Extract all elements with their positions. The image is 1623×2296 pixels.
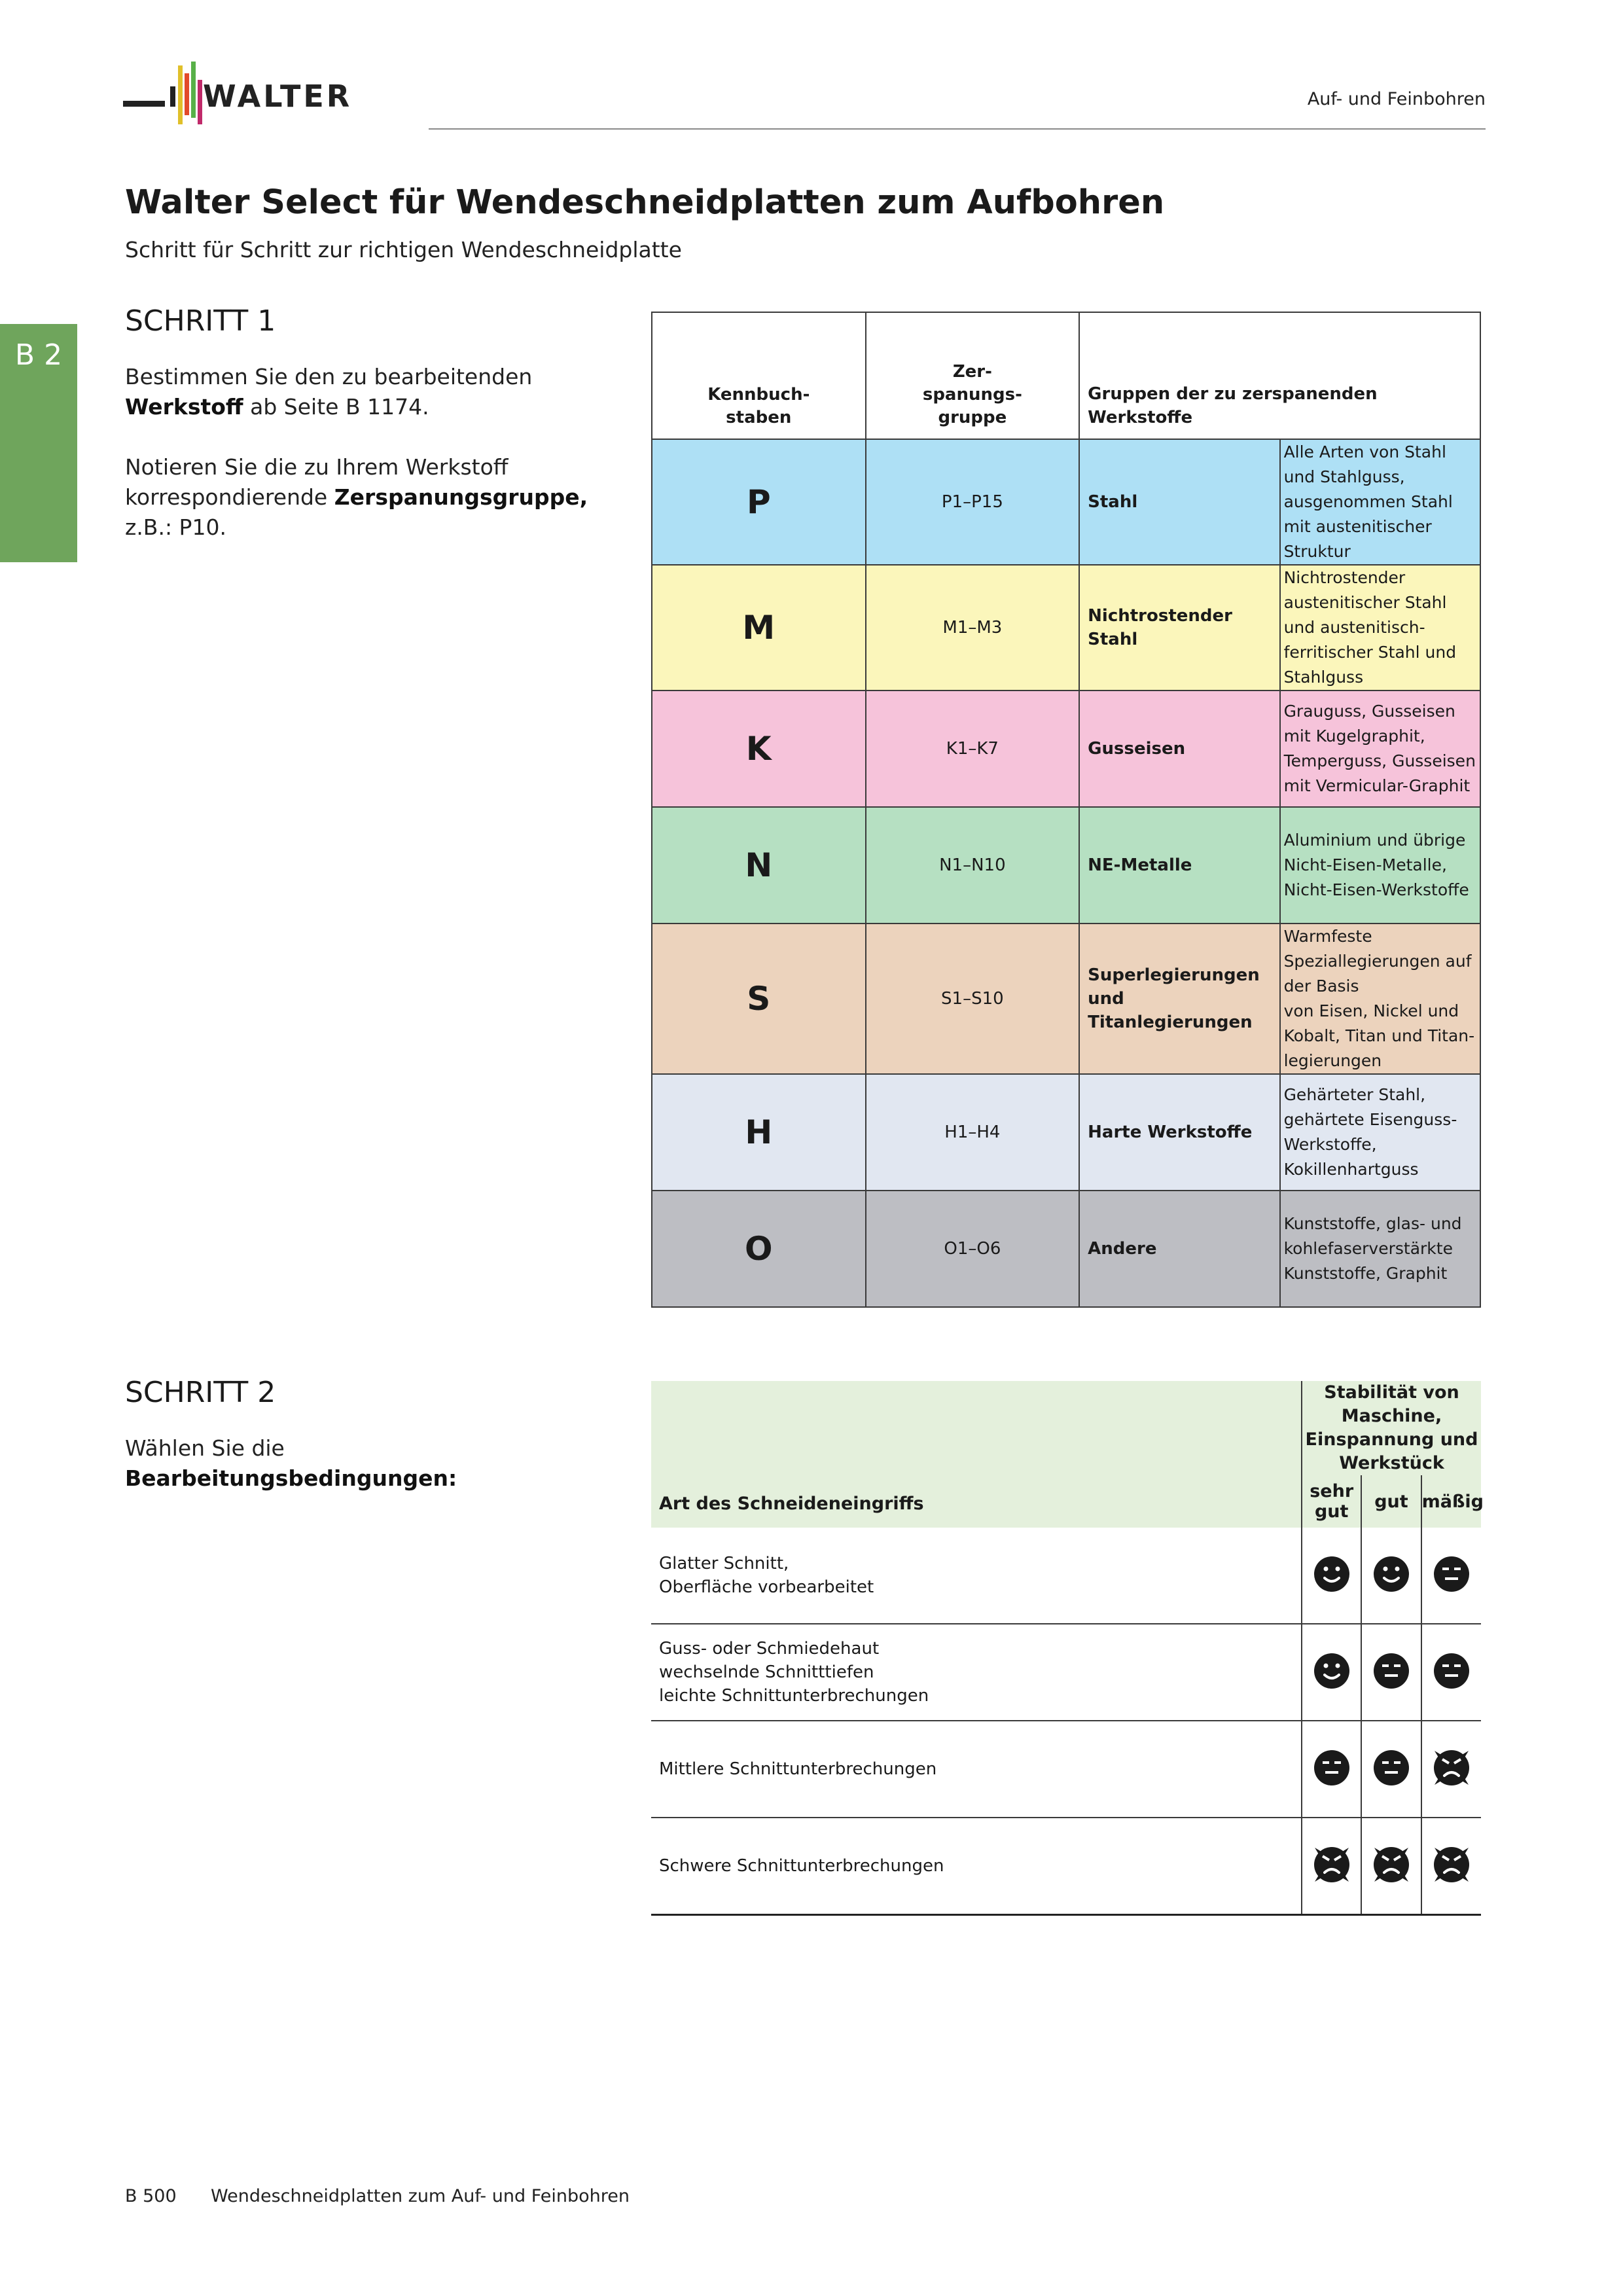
material-name: Gusseisen (1079, 691, 1279, 807)
step1-line5: z.B.: P10. (125, 514, 226, 540)
material-description: Warmfeste Speziallegierungen auf der Basis von Eisen, Nickel und Kobalt, Titan und Titan- legierungen (1280, 924, 1480, 1074)
step2-heading: SCHRITT 2 (125, 1376, 276, 1409)
material-letter: O (652, 1191, 866, 1307)
conditions-row (651, 1721, 1481, 1818)
material-group: H1–H4 (866, 1074, 1080, 1191)
smile-face-icon (1370, 1585, 1412, 1598)
material-name: Andere (1079, 1191, 1279, 1307)
material-group: K1–K7 (866, 691, 1080, 807)
material-row (652, 1074, 1480, 1191)
material-name: Stahl (1079, 439, 1279, 565)
logo-text: WALTER (203, 79, 353, 114)
neutral-face-icon (1431, 1682, 1472, 1695)
frown-face-icon (1431, 1876, 1472, 1888)
smile-face-icon (1311, 1682, 1353, 1695)
conditions-row (651, 1528, 1481, 1624)
material-row (652, 439, 1480, 565)
step1-line1: Bestimmen Sie den zu bearbeitenden (125, 364, 533, 389)
material-group: P1–P15 (866, 439, 1080, 565)
material-letter: M (652, 565, 866, 691)
conditions-table (651, 1381, 1484, 1916)
material-row (652, 691, 1480, 807)
neutral-face-icon (1370, 1682, 1412, 1695)
walter-logo (123, 60, 398, 132)
frown-face-icon (1311, 1876, 1353, 1888)
material-letter: S (652, 924, 866, 1074)
page-subtitle: Schritt für Schritt zur richtigen Wendeschneidplatte (125, 237, 682, 262)
material-letter: N (652, 807, 866, 924)
conditions-row (651, 1818, 1481, 1915)
page-title: Walter Select für Wendeschneidplatten zum Aufbohren (125, 183, 1165, 222)
material-name: NE-Metalle (1079, 807, 1279, 924)
material-name: Harte Werkstoffe (1079, 1074, 1279, 1191)
step2-line1: Wählen Sie die (125, 1435, 285, 1461)
neutral-face-icon (1431, 1585, 1472, 1598)
material-row (652, 1191, 1480, 1307)
header-section: Auf- und Feinbohren (1307, 89, 1486, 109)
material-group: S1–S10 (866, 924, 1080, 1074)
material-name: Superlegierungen und Titanlegierungen (1079, 924, 1279, 1074)
material-group: M1–M3 (866, 565, 1080, 691)
frown-face-icon (1431, 1779, 1472, 1791)
material-row (652, 565, 1480, 691)
conditions-col-1: sehr gut (1302, 1475, 1361, 1528)
material-description: Kunststoffe, glas- und kohlefaserverstärkte Kunststoffe, Graphit (1280, 1191, 1480, 1307)
conditions-row (651, 1624, 1481, 1721)
chapter-tab-label: B 2 (14, 338, 63, 372)
material-row (652, 807, 1480, 924)
footer-title: Wendeschneidplatten zum Auf- und Feinbohren (211, 2186, 630, 2206)
material-description: Nichtrostender austenitischer Stahl und austenitisch-ferritischer Stahl und Stahlguss (1280, 565, 1480, 691)
conditions-row-header: Art des Schneideneingriffs (659, 1494, 924, 1514)
conditions-label: Glatter Schnitt, Oberfläche vorbearbeitet (651, 1528, 1302, 1624)
material-letter: H (652, 1074, 866, 1191)
conditions-group-header: Stabilität von Maschine, Einspannung und Werkstück (1302, 1381, 1481, 1475)
frown-face-icon (1370, 1876, 1412, 1888)
material-letter: K (652, 691, 866, 807)
step1-line4: korrespondierende (125, 484, 334, 510)
material-description: Aluminium und übrige Nicht-Eisen-Metalle, Nicht-Eisen-Werkstoffe (1280, 807, 1480, 924)
conditions-label: Mittlere Schnittunterbrechungen (651, 1721, 1302, 1818)
conditions-col-3: mäßig (1421, 1475, 1481, 1528)
neutral-face-icon (1311, 1779, 1353, 1791)
step1-bold2: Zerspanungsgruppe, (334, 484, 588, 510)
conditions-col-2: gut (1361, 1475, 1421, 1528)
step1-line3: Notieren Sie die zu Ihrem Werkstoff (125, 454, 508, 480)
material-description: Alle Arten von Stahl und Stahlguss, ausgenommen Stahl mit austenitischer Struktur (1280, 439, 1480, 565)
neutral-face-icon (1370, 1779, 1412, 1791)
material-table (651, 312, 1481, 1308)
material-name: Nichtrostender Stahl (1079, 565, 1279, 691)
conditions-label: Guss- oder Schmiedehaut wechselnde Schnitttiefen leichte Schnittunterbrechungen (651, 1624, 1302, 1721)
footer-page-number: B 500 (125, 2186, 177, 2206)
material-header-desc: Gruppen der zu zerspanenden Werkstoffe (1079, 312, 1480, 439)
step1-text (125, 362, 596, 543)
smile-face-icon (1311, 1585, 1353, 1598)
step1-heading: SCHRITT 1 (125, 304, 276, 338)
step1-line2: ab Seite B 1174. (243, 394, 429, 420)
step1-bold1: Werkstoff (125, 394, 243, 420)
material-group: N1–N10 (866, 807, 1080, 924)
conditions-label: Schwere Schnittunterbrechungen (651, 1818, 1302, 1915)
material-header-letter: Kennbuch- staben (652, 312, 866, 439)
chapter-tab (0, 324, 77, 562)
material-group: O1–O6 (866, 1191, 1080, 1307)
material-description: Grauguss, Gusseisen mit Kugelgraphit, Temperguss, Gusseisen mit Vermicular-Graphit (1280, 691, 1480, 807)
material-description: Gehärteter Stahl, gehärtete Eisenguss- Werkstoffe, Kokillenhartguss (1280, 1074, 1480, 1191)
header-rule (429, 128, 1486, 130)
material-row (652, 924, 1480, 1074)
step2-bold: Bearbeitungsbedingungen: (125, 1465, 457, 1491)
material-letter: P (652, 439, 866, 565)
material-header-group: Zer- spanungs- gruppe (866, 312, 1080, 439)
step2-text (125, 1433, 457, 1494)
